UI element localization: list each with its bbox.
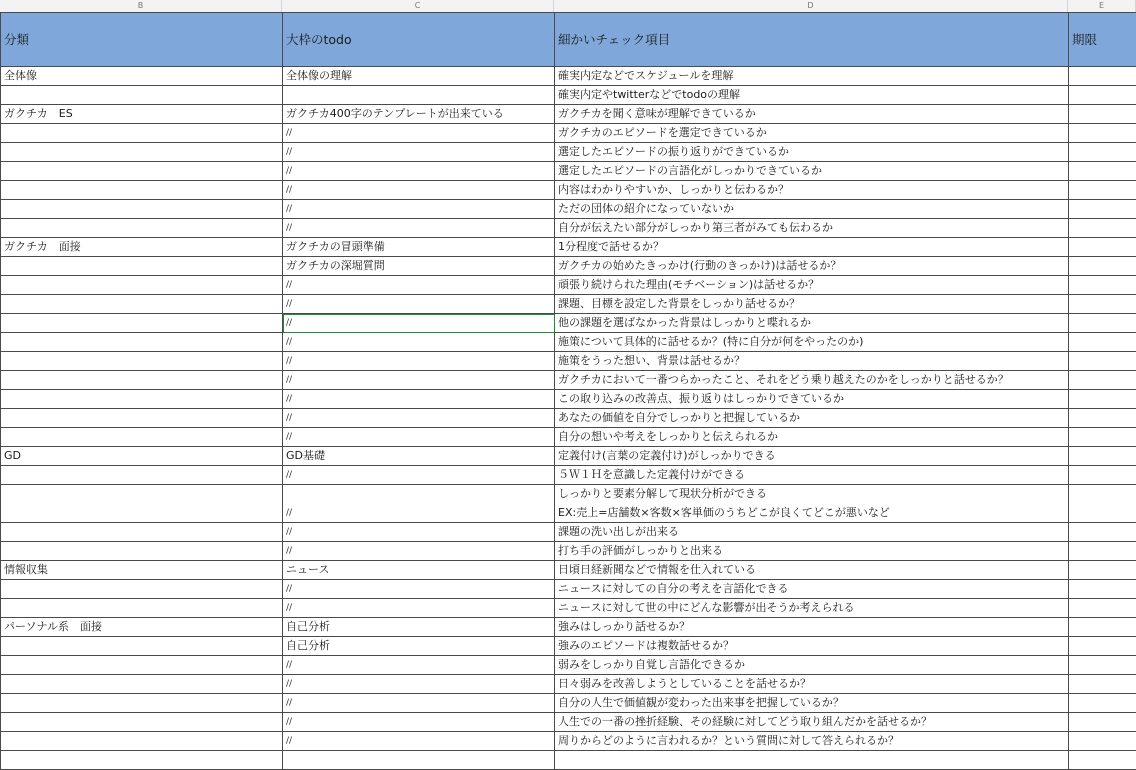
todo-cell[interactable]: // xyxy=(283,713,555,732)
deadline-cell[interactable] xyxy=(1069,143,1136,162)
todo-cell[interactable]: // xyxy=(283,124,555,143)
table-row xyxy=(1,466,1136,485)
todo-cell[interactable]: // xyxy=(283,219,555,238)
check-cell[interactable]: 弱みをしっかり自覚し言語化できるか xyxy=(555,656,1069,675)
todo-cell[interactable]: // xyxy=(283,162,555,181)
category-cell[interactable] xyxy=(1,219,283,238)
check-cell[interactable]: 自分の人生で価値観が変わった出来事を把握しているか？ xyxy=(555,694,1069,713)
check-cell[interactable]: 自分の想いや考えをしっかりと伝えられるか xyxy=(555,428,1069,447)
todo-cell[interactable]: // xyxy=(283,466,555,485)
deadline-cell[interactable] xyxy=(1069,409,1136,428)
deadline-cell[interactable] xyxy=(1069,713,1136,732)
deadline-cell[interactable] xyxy=(1069,238,1136,257)
category-cell[interactable] xyxy=(1,656,283,675)
category-cell[interactable] xyxy=(1,409,283,428)
check-cell[interactable]: この取り込みの改善点、振り返りはしっかりできているか xyxy=(555,390,1069,409)
table-row xyxy=(1,713,1136,732)
table-row xyxy=(1,238,1136,257)
deadline-cell[interactable] xyxy=(1069,276,1136,295)
check-cell[interactable]: 選定したエピソードの振り返りができているか xyxy=(555,143,1069,162)
deadline-cell[interactable] xyxy=(1069,333,1136,352)
table-row xyxy=(1,428,1136,447)
category-cell[interactable]: パーソナル系 面接 xyxy=(1,618,283,637)
table-row xyxy=(1,371,1136,390)
table-row xyxy=(1,618,1136,637)
todo-cell[interactable] xyxy=(283,86,555,105)
deadline-cell[interactable] xyxy=(1069,466,1136,485)
todo-cell[interactable]: // xyxy=(283,143,555,162)
check-cell[interactable]: 確実内定などでスケジュールを理解 xyxy=(555,67,1069,86)
category-cell[interactable]: ガクチカ 面接 xyxy=(1,238,283,257)
table-row xyxy=(1,352,1136,371)
check-cell[interactable]: 人生での一番の挫折経験、その経験に対してどう取り組んだかを話せるか？ xyxy=(555,713,1069,732)
deadline-cell[interactable] xyxy=(1069,542,1136,561)
check-cell[interactable]: 日頃日経新聞などで情報を仕入れている xyxy=(555,561,1069,580)
todo-cell[interactable]: // xyxy=(283,352,555,371)
todo-cell[interactable]: // xyxy=(283,542,555,561)
deadline-cell[interactable] xyxy=(1069,637,1136,656)
table-row xyxy=(1,447,1136,466)
table-row xyxy=(1,124,1136,143)
check-cell[interactable]: 課題の洗い出しが出来る xyxy=(555,523,1069,542)
todo-cell[interactable]: // xyxy=(283,390,555,409)
deadline-cell[interactable] xyxy=(1069,162,1136,181)
category-cell[interactable]: GD xyxy=(1,447,283,466)
category-cell[interactable]: 全体像 xyxy=(1,67,283,86)
check-cell[interactable]: ニュースに対して世の中にどんな影響が出そうか考えられる xyxy=(555,599,1069,618)
todo-cell[interactable]: // xyxy=(283,428,555,447)
table-row xyxy=(1,105,1136,124)
check-cell[interactable]: 施策について具体的に話せるか？(特に自分が何をやったのか) xyxy=(555,333,1069,352)
check-cell[interactable] xyxy=(555,485,1069,523)
check-cell[interactable]: ただの団体の紹介になっていないか xyxy=(555,200,1069,219)
todo-cell[interactable]: // xyxy=(283,485,555,523)
category-cell[interactable] xyxy=(1,333,283,352)
deadline-cell[interactable] xyxy=(1069,732,1136,751)
spreadsheet-grid xyxy=(0,12,1136,770)
check-cell[interactable]: 1分程度で話せるか？ xyxy=(555,238,1069,257)
deadline-cell[interactable] xyxy=(1069,105,1136,124)
category-cell[interactable] xyxy=(1,390,283,409)
check-cell[interactable]: ガクチカにおいて一番つらかったこと、それをどう乗り越えたのかをしっかりと話せるか？ xyxy=(555,371,1069,390)
todo-cell[interactable]: // xyxy=(283,409,555,428)
deadline-cell[interactable] xyxy=(1069,428,1136,447)
check-cell[interactable]: ガクチカを聞く意味が理解できているか xyxy=(555,105,1069,124)
table-row xyxy=(1,219,1136,238)
header-category-cell[interactable]: 分類 xyxy=(1,13,283,67)
table-row xyxy=(1,485,1136,523)
todo-cell[interactable]: // xyxy=(283,599,555,618)
deadline-cell[interactable] xyxy=(1069,675,1136,694)
deadline-cell[interactable] xyxy=(1069,447,1136,466)
table-row xyxy=(1,162,1136,181)
check-cell[interactable]: 打ち手の評価がしっかりと出来る xyxy=(555,542,1069,561)
category-cell[interactable]: ガクチカ ES xyxy=(1,105,283,124)
table-row xyxy=(1,751,1136,770)
todo-cell[interactable]: // xyxy=(283,732,555,751)
category-cell[interactable] xyxy=(1,200,283,219)
deadline-cell[interactable] xyxy=(1069,580,1136,599)
category-cell[interactable] xyxy=(1,523,283,542)
todo-cell[interactable]: // xyxy=(283,523,555,542)
check-cell[interactable]: 内容はわかりやすいか、しっかりと伝わるか？ xyxy=(555,181,1069,200)
todo-cell[interactable]: // xyxy=(283,200,555,219)
todo-cell[interactable]: // xyxy=(283,181,555,200)
check-cell[interactable]: 強みはしっかり話せるか？ xyxy=(555,618,1069,637)
todo-cell[interactable]: // xyxy=(283,295,555,314)
category-cell[interactable] xyxy=(1,580,283,599)
deadline-cell[interactable] xyxy=(1069,371,1136,390)
table-row xyxy=(1,656,1136,675)
category-cell[interactable]: 情報収集 xyxy=(1,561,283,580)
table-row xyxy=(1,257,1136,276)
category-cell[interactable] xyxy=(1,276,283,295)
deadline-cell[interactable] xyxy=(1069,390,1136,409)
table-row xyxy=(1,86,1136,105)
check-cell[interactable]: 課題、目標を設定した背景をしっかり話せるか？ xyxy=(555,295,1069,314)
todo-cell[interactable]: 自己分析 xyxy=(283,618,555,637)
todo-cell[interactable]: // xyxy=(283,333,555,352)
check-cell[interactable]: 施策をうった想い、背景は話せるか？ xyxy=(555,352,1069,371)
check-cell[interactable]: 日々弱みを改善しようとしていることを話せるか？ xyxy=(555,675,1069,694)
todo-cell[interactable]: // xyxy=(283,314,555,333)
table-row xyxy=(1,181,1136,200)
todo-cell[interactable]: // xyxy=(283,675,555,694)
check-cell[interactable]: 自分が伝えたい部分がしっかり第三者がみても伝わるか xyxy=(555,219,1069,238)
deadline-cell[interactable] xyxy=(1069,523,1136,542)
category-cell[interactable] xyxy=(1,124,283,143)
deadline-cell[interactable] xyxy=(1069,124,1136,143)
table-row xyxy=(1,143,1136,162)
table-row xyxy=(1,333,1136,352)
deadline-cell[interactable] xyxy=(1069,751,1136,770)
deadline-cell[interactable] xyxy=(1069,485,1136,523)
table-row xyxy=(1,542,1136,561)
category-cell[interactable] xyxy=(1,675,283,694)
table-row xyxy=(1,314,1136,333)
category-cell[interactable] xyxy=(1,314,283,333)
header-check-cell[interactable]: 細かいチェック項目 xyxy=(555,13,1069,67)
deadline-cell[interactable] xyxy=(1069,67,1136,86)
check-cell[interactable] xyxy=(555,751,1069,770)
table-row xyxy=(1,295,1136,314)
table-row xyxy=(1,409,1136,428)
todo-cell[interactable]: 全体像の理解 xyxy=(283,67,555,86)
check-cell[interactable]: 強みのエピソードは複数話せるか？ xyxy=(555,637,1069,656)
category-cell[interactable] xyxy=(1,485,283,523)
deadline-cell[interactable] xyxy=(1069,200,1136,219)
check-line-1: しっかりと要素分解して現状分析ができる xyxy=(558,487,1065,501)
deadline-cell[interactable] xyxy=(1069,694,1136,713)
todo-cell[interactable]: // xyxy=(283,656,555,675)
deadline-cell[interactable] xyxy=(1069,257,1136,276)
column-header-c[interactable]: C xyxy=(282,0,554,12)
deadline-cell[interactable] xyxy=(1069,86,1136,105)
category-cell[interactable] xyxy=(1,694,283,713)
todo-cell[interactable]: // xyxy=(283,371,555,390)
deadline-cell[interactable] xyxy=(1069,181,1136,200)
todo-cell[interactable]: ガクチカの深堀質問 xyxy=(283,257,555,276)
table-row xyxy=(1,523,1136,542)
category-cell[interactable] xyxy=(1,713,283,732)
category-cell[interactable] xyxy=(1,295,283,314)
check-cell[interactable]: ガクチカの始めたきっかけ(行動のきっかけ)は話せるか？ xyxy=(555,257,1069,276)
deadline-cell[interactable] xyxy=(1069,295,1136,314)
todo-cell[interactable]: 自己分析 xyxy=(283,637,555,656)
table-row xyxy=(1,675,1136,694)
table-row xyxy=(1,694,1136,713)
category-cell[interactable] xyxy=(1,143,283,162)
check-cell[interactable]: 確実内定やtwitterなどでtodoの理解 xyxy=(555,86,1069,105)
column-header-d[interactable]: D xyxy=(554,0,1068,12)
todo-cell[interactable]: // xyxy=(283,580,555,599)
deadline-cell[interactable] xyxy=(1069,656,1136,675)
deadline-cell[interactable] xyxy=(1069,599,1136,618)
category-cell[interactable] xyxy=(1,181,283,200)
header-row xyxy=(1,13,1136,67)
table-row xyxy=(1,561,1136,580)
check-cell[interactable]: ニュースに対しての自分の考えを言語化できる xyxy=(555,580,1069,599)
category-cell[interactable] xyxy=(1,542,283,561)
deadline-cell[interactable] xyxy=(1069,561,1136,580)
category-cell[interactable] xyxy=(1,751,283,770)
category-cell[interactable] xyxy=(1,637,283,656)
category-cell[interactable] xyxy=(1,371,283,390)
check-line-2: EX:売上=店舗数×客数×客単価のうちどこが良くてどこが悪いなど xyxy=(558,506,1065,520)
deadline-cell[interactable] xyxy=(1069,219,1136,238)
table-row xyxy=(1,390,1136,409)
category-cell[interactable] xyxy=(1,599,283,618)
category-cell[interactable] xyxy=(1,352,283,371)
header-deadline-cell[interactable]: 期限 xyxy=(1069,13,1136,67)
table-row xyxy=(1,67,1136,86)
todo-cell[interactable]: ガクチカ400字のテンプレートが出来ている xyxy=(283,105,555,124)
deadline-cell[interactable] xyxy=(1069,314,1136,333)
deadline-cell[interactable] xyxy=(1069,618,1136,637)
check-cell[interactable]: 頑張り続けられた理由(モチベーション)は話せるか？ xyxy=(555,276,1069,295)
check-cell[interactable]: 定義付け(言葉の定義付け)がしっかりできる xyxy=(555,447,1069,466)
column-header-e[interactable]: E xyxy=(1068,0,1136,12)
todo-cell[interactable]: ニュース xyxy=(283,561,555,580)
header-todo-cell[interactable]: 大枠のtodo xyxy=(283,13,555,67)
check-cell[interactable]: あなたの価値を自分でしっかりと把握しているか xyxy=(555,409,1069,428)
check-cell[interactable]: 他の課題を選ばなかった背景はしっかりと喋れるか xyxy=(555,314,1069,333)
category-cell[interactable] xyxy=(1,466,283,485)
todo-cell[interactable]: // xyxy=(283,276,555,295)
deadline-cell[interactable] xyxy=(1069,352,1136,371)
check-cell[interactable]: ５Ｗ１Ｈを意識した定義付けができる xyxy=(555,466,1069,485)
category-cell[interactable] xyxy=(1,732,283,751)
table-row xyxy=(1,732,1136,751)
table-row xyxy=(1,580,1136,599)
todo-cell[interactable] xyxy=(283,751,555,770)
check-cell[interactable]: ガクチカのエピソードを選定できているか xyxy=(555,124,1069,143)
todo-cell[interactable]: GD基礎 xyxy=(283,447,555,466)
table-row xyxy=(1,637,1136,656)
check-cell[interactable]: 選定したエピソードの言語化がしっかりできているか xyxy=(555,162,1069,181)
todo-cell[interactable]: ガクチカの冒頭準備 xyxy=(283,238,555,257)
category-cell[interactable] xyxy=(1,428,283,447)
table-row xyxy=(1,276,1136,295)
category-cell[interactable] xyxy=(1,162,283,181)
column-header-b[interactable]: B xyxy=(0,0,282,12)
check-cell[interactable]: 周りからどのように言われるか？という質問に対して答えられるか？ xyxy=(555,732,1069,751)
table-row xyxy=(1,599,1136,618)
category-cell[interactable] xyxy=(1,257,283,276)
table-row xyxy=(1,200,1136,219)
category-cell[interactable] xyxy=(1,86,283,105)
todo-cell[interactable]: // xyxy=(283,694,555,713)
